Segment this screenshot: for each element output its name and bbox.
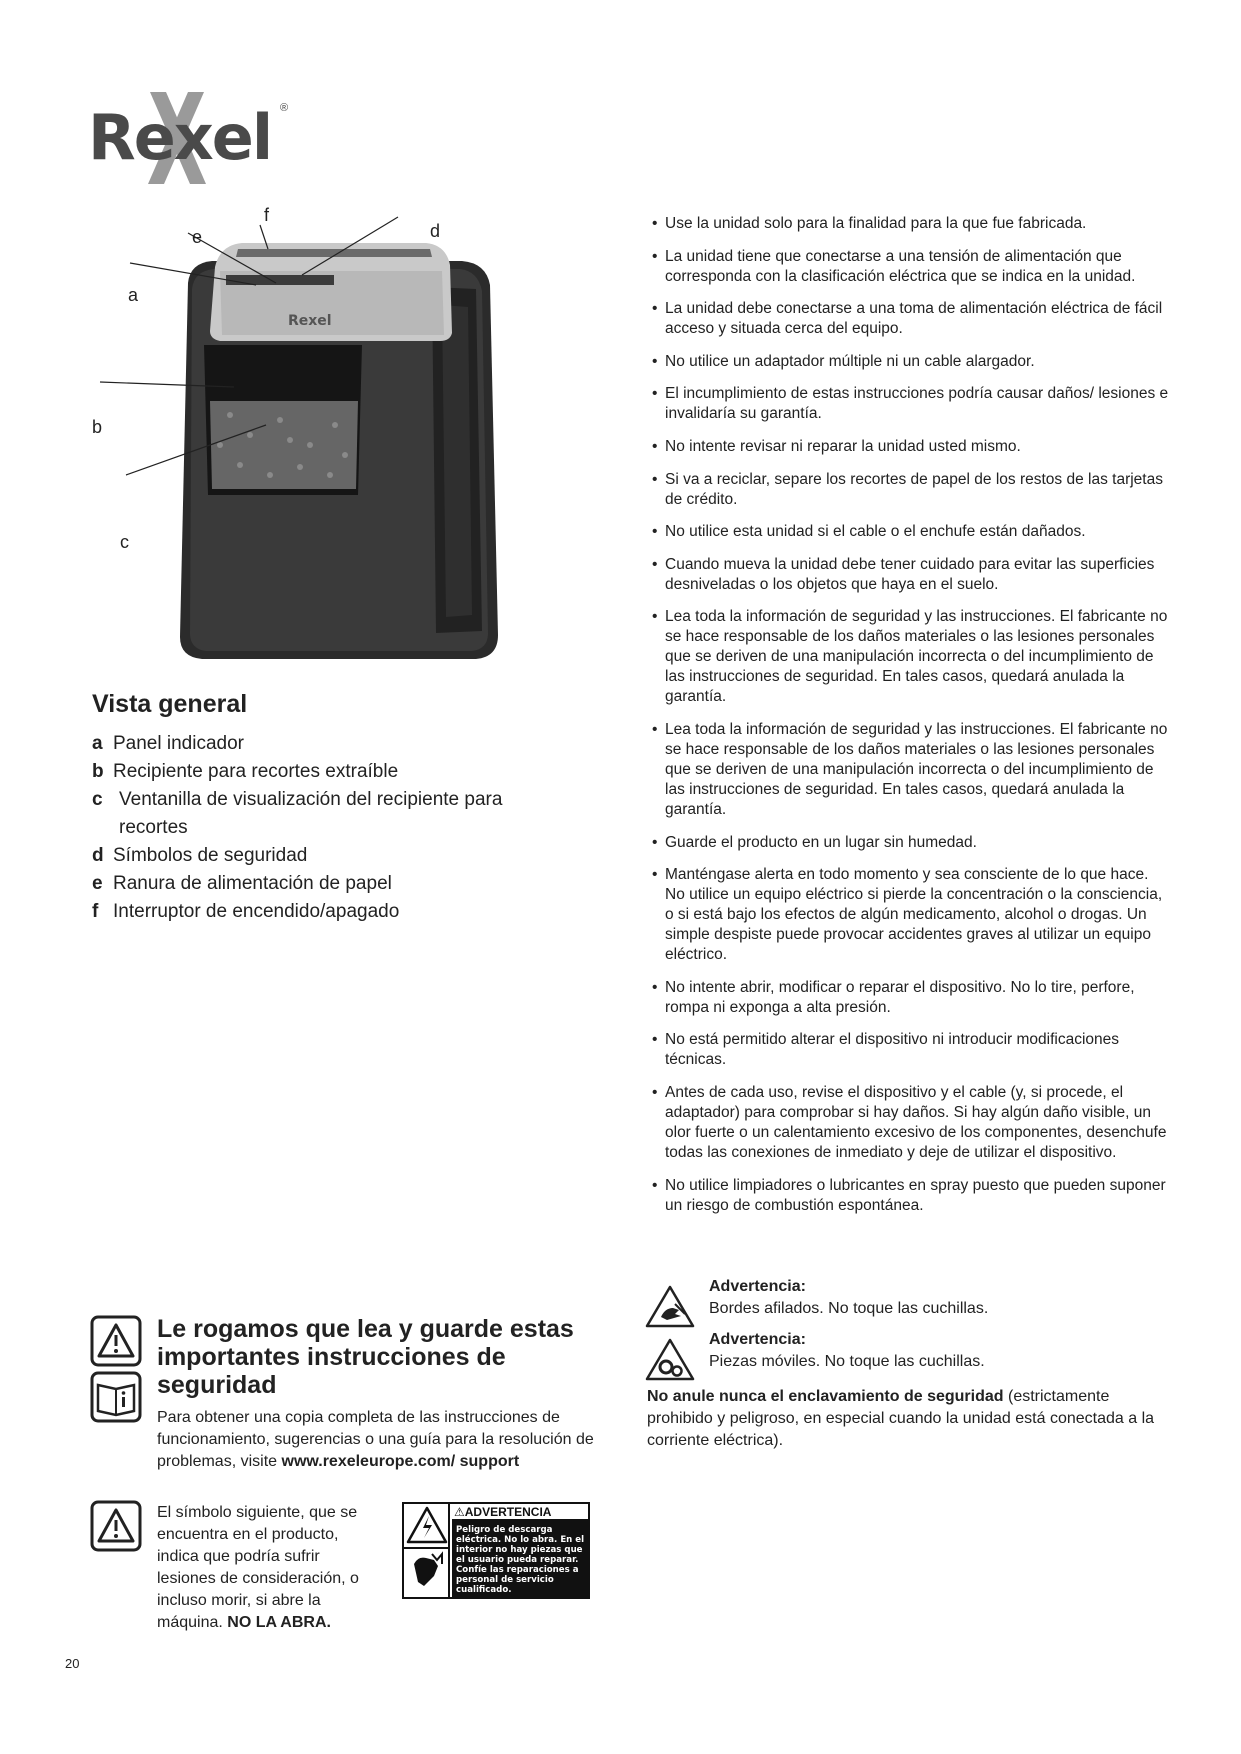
gears-warning-icon — [645, 1337, 695, 1381]
symbol-notice-bold: NO LA ABRA. — [227, 1614, 331, 1631]
safety-bullet: • Cuando mueva la unidad debe tener cuidado para evitar las superficies desniveladas o los objetos que haya en el suelo. — [652, 555, 1172, 595]
read-instructions-title: Le rogamos que lea y guarde estas importantes instrucciones de seguridad — [157, 1315, 574, 1399]
shredder-illustration — [80, 205, 550, 675]
rexel-logo — [88, 88, 288, 188]
overview-key: e — [92, 873, 103, 894]
label-heading: ⚠ADVERTENCIA — [452, 1504, 588, 1521]
label-icons — [404, 1504, 450, 1597]
diagram-label-d: d — [430, 221, 441, 241]
label-body: Peligro de descarga eléctrica. No lo abra. En el interior no hay piezas que el usuario pueda reparar. Confíe las reparaciones a personal de servicio cualificado. — [452, 1521, 588, 1597]
diagram-label-f: f — [264, 205, 270, 225]
warning-title: Advertencia: — [709, 1278, 806, 1295]
diagram-label-c: c — [120, 532, 129, 552]
safety-bullet: • La unidad tiene que conectarse a una tensión de alimentación que corresponda con la clasificación eléctrica que se indica en la unidad. — [652, 247, 1172, 287]
read-manual-icon — [90, 1371, 142, 1423]
page-number: 20 — [65, 1656, 80, 1671]
read-body-text: Para obtener una copia completa de las instrucciones de funcionamiento, sugerencias o una guía para la resolución de problemas, visite — [157, 1409, 594, 1470]
diagram-label-e: e — [192, 227, 203, 247]
hand-blade-warning-icon — [645, 1284, 695, 1328]
warning-triangle-box-icon — [90, 1500, 142, 1552]
overview-list — [92, 730, 562, 926]
registered-mark: ® — [280, 102, 289, 114]
overview-text: Ranura de alimentación de papel — [113, 873, 392, 894]
safety-bullet: • Use la unidad solo para la finalidad para la que fue fabricada. — [652, 214, 1172, 234]
safety-bullet: • El incumplimiento de estas instrucciones podría causar daños/ lesiones e invalidaría su garantía. — [652, 384, 1172, 424]
warnings — [645, 1278, 1165, 1384]
machine-logo: Rexel — [288, 313, 332, 329]
overview-text: Ventanilla de visualización del recipiente para recortes — [119, 789, 503, 838]
overview-text: Símbolos de seguridad — [113, 845, 308, 866]
overview-item — [92, 758, 562, 786]
logo-wordmark: Rexel — [88, 101, 272, 174]
overview-text: Panel indicador — [113, 733, 244, 754]
overview-key: f — [92, 901, 99, 922]
safety-bullet: • Guarde el producto en un lugar sin humedad. — [652, 833, 1172, 853]
diagram-label-a: a — [128, 285, 139, 305]
safety-bullet: • No utilice esta unidad si el cable o el enchufe están dañados. — [652, 522, 1172, 542]
overview-item — [92, 898, 562, 926]
symbol-notice-text: El símbolo siguiente, que se encuentra en el producto, indica que podría sufrir lesiones de consideración, o incluso morir, si abre la máquina. — [157, 1504, 359, 1631]
overview-key: c — [92, 789, 103, 810]
safety-bullet: • No está permitido alterar el dispositivo ni introducir modificaciones técnicas. — [652, 1030, 1172, 1070]
overview-key: d — [92, 845, 104, 866]
shredder-diagram — [80, 205, 550, 675]
warning-text: Bordes afilados. No toque las cuchillas. — [709, 1300, 989, 1317]
overview-item — [92, 842, 562, 870]
support-url[interactable]: www.rexeleurope.com/ support — [281, 1453, 520, 1470]
overview-item — [92, 730, 562, 758]
overview-key: b — [92, 761, 104, 782]
safety-bullets — [652, 214, 1172, 1228]
safety-bullet: • No intente abrir, modificar o reparar el dispositivo. No lo tire, perfore, rompa ni exponga a alta presión. — [652, 978, 1172, 1018]
interlock-rest: (estrictamente prohibido y peligroso, en especial cuando la unidad está conectada a la corriente eléctrica). — [647, 1388, 1155, 1449]
electric-shock-warning-label — [402, 1502, 590, 1599]
safety-bullet: • Manténgase alerta en todo momento y sea consciente de lo que hace. No utilice un equipo eléctrico si pierde la concentración o la consciencia, o si está bajo los efectos de algún medicamento, alcohol o drogas. Un simple despiste puede provocar accidentes graves al utilizar un equipo eléctrico. — [652, 865, 1172, 965]
safety-bullet: • Lea toda la información de seguridad y las instrucciones. El fabricante no se hace responsable de los daños materiales o las lesiones personales que se deriven de una manipulación incorrecta o del incumplimiento de las instrucciones de seguridad. En tales casos, quedará anulada la garantía. — [652, 607, 1172, 707]
interlock-notice — [647, 1386, 1167, 1452]
overview-text: Recipiente para recortes extraíble — [113, 761, 399, 782]
electric-shock-icon — [404, 1504, 450, 1597]
warning-text: Piezas móviles. No toque las cuchillas. — [709, 1353, 985, 1370]
overview-item — [92, 870, 562, 898]
safety-bullet: • Lea toda la información de seguridad y las instrucciones. El fabricante no se hace responsable de los daños materiales o las lesiones personales que se deriven de una manipulación incorrecta o del incumplimiento de las instrucciones de seguridad. En tales casos, quedará anulada la garantía. — [652, 720, 1172, 820]
symbol-notice — [157, 1502, 382, 1634]
warning-title: Advertencia: — [709, 1331, 806, 1348]
label-heading-text: ADVERTENCIA — [464, 1505, 552, 1519]
safety-bullet: • Antes de cada uso, revise el dispositivo y el cable (y, si procede, el adaptador) para comprobar si hay daños. Si hay algún daño visible, un olor fuerte o un calentamiento excesivo de los componentes, desenchufe todas las conexiones de inmediato y deje de utilizar el dispositivo. — [652, 1083, 1172, 1163]
read-instructions-body — [157, 1407, 597, 1473]
safety-bullet: • No utilice limpiadores o lubricantes en spray puesto que pueden suponer un riesgo de combustión espontánea. — [652, 1176, 1172, 1216]
safety-bullet: • La unidad debe conectarse a una toma de alimentación eléctrica de fácil acceso y situada cerca del equipo. — [652, 299, 1172, 339]
safety-bullet: • Si va a reciclar, separe los recortes de papel de los restos de las tarjetas de crédito. — [652, 470, 1172, 510]
safety-bullet: • No utilice un adaptador múltiple ni un cable alargador. — [652, 352, 1172, 372]
safety-bullet: • No intente revisar ni reparar la unidad usted mismo. — [652, 437, 1172, 457]
overview-item — [92, 786, 562, 842]
overview-title: Vista general — [92, 690, 248, 718]
overview-text: Interruptor de encendido/apagado — [113, 901, 400, 922]
diagram-label-b: b — [92, 417, 103, 437]
warning-triangle-box-icon — [90, 1315, 142, 1367]
warning-moving-parts — [645, 1331, 1165, 1384]
warning-sharp-edges — [645, 1278, 1165, 1331]
interlock-bold: No anule nunca el enclavamiento de seguridad — [647, 1388, 1004, 1405]
overview-key: a — [92, 733, 103, 754]
